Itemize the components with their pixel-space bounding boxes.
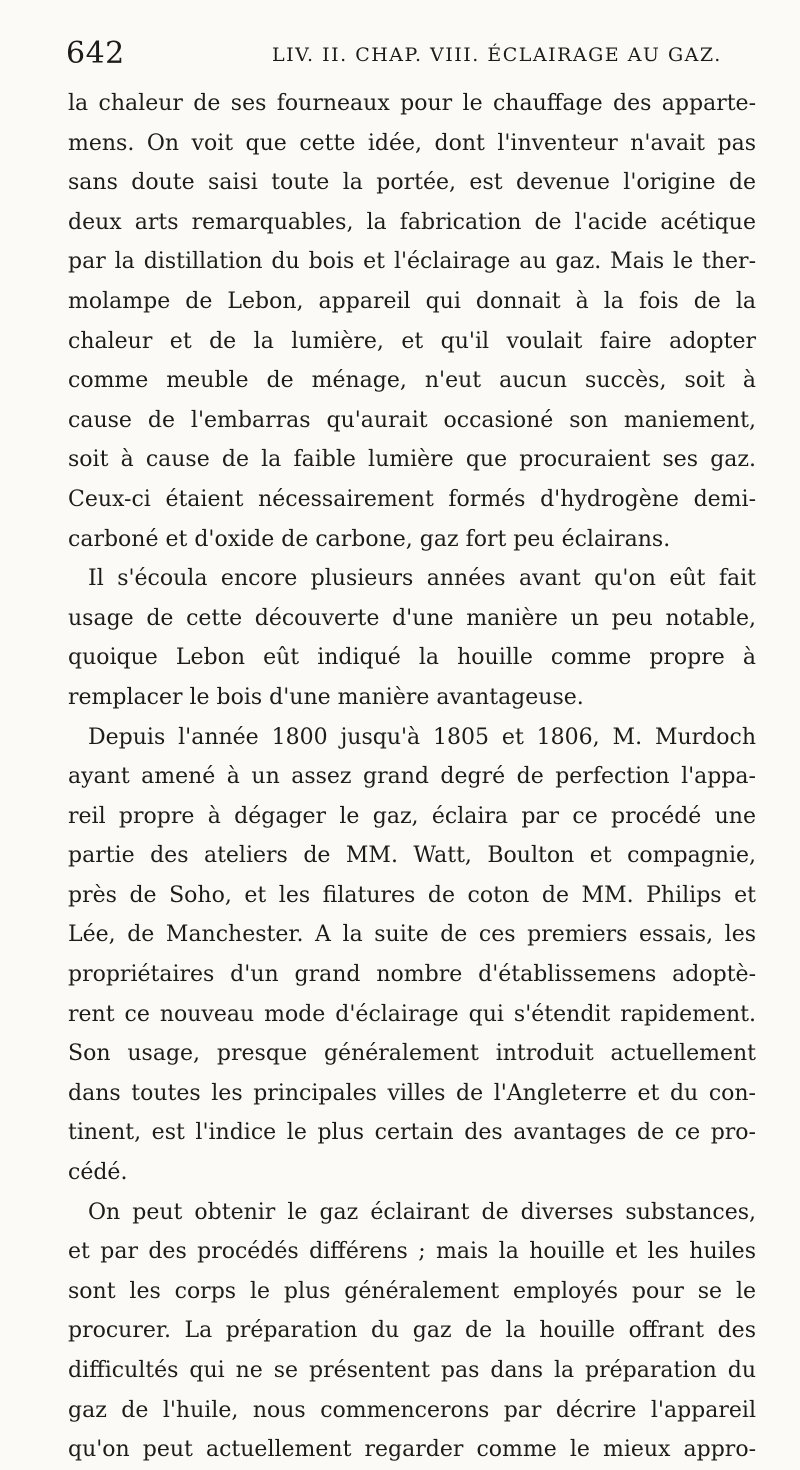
text-line: quoique Lebon eût indiqué la houille comme propre à	[68, 645, 756, 671]
text-line: près de Soho, et les filatures de coton de MM. Philips et	[68, 882, 756, 908]
page-number: 642	[66, 36, 125, 71]
text-line: deux arts remarquables, la fabrication de l'acide acétique	[68, 209, 756, 235]
text-line: cédé.	[68, 1160, 128, 1186]
text-line: sont les corps le plus généralement employés pour se le	[68, 1278, 756, 1304]
text-line: Depuis l'année 1800 jusqu'à 1805 et 1806, M. Murdoch	[88, 724, 756, 750]
text-line: reil propre à dégager le gaz, éclaira par ce procédé une	[68, 803, 756, 829]
text-line: mens. On voit que cette idée, dont l'inventeur n'avait pas	[68, 130, 756, 156]
text-line: la chaleur de ses fourneaux pour le chauffage des apparte-	[68, 91, 756, 116]
text-line: dans toutes les principales villes de l'Angleterre et du con-	[68, 1080, 756, 1106]
text-line: Ceux-ci étaient nécessairement formés d'hydrogène demi-	[68, 486, 756, 512]
running-head: LIV. II. CHAP. VIII. ÉCLAIRAGE AU GAZ.	[272, 44, 722, 66]
text-line: tinent, est l'indice le plus certain des avantages de ce pro-	[68, 1120, 756, 1146]
body-text	[68, 84, 756, 1470]
text-line: qu'on peut actuellement regarder comme le mieux appro-	[68, 1437, 756, 1463]
text-line: On peut obtenir le gaz éclairant de diverses substances,	[88, 1199, 756, 1225]
text-line: difficultés qui ne se présentent pas dans la préparation du	[68, 1358, 756, 1383]
text-line: cause de l'embarras qu'aurait occasioné son maniement,	[68, 407, 756, 433]
paragraph	[68, 718, 756, 1193]
text-line: partie des ateliers de MM. Watt, Boulton et compagnie,	[68, 843, 756, 869]
text-line: Lée, de Manchester. A la suite de ces premiers essais, les	[68, 922, 756, 948]
text-line: et par des procédés différens ; mais la houille et les huiles	[68, 1239, 756, 1265]
text-line: molampe de Lebon, appareil qui donnait à la fois de la	[68, 288, 756, 314]
text-line: usage de cette découverte d'une manière un peu notable,	[68, 605, 756, 631]
text-line: soit à cause de la faible lumière que procuraient ses gaz.	[68, 447, 756, 473]
text-line: Il s'écoula encore plusieurs années avant qu'on eût fait	[88, 566, 756, 592]
text-line: remplacer le bois d'une manière avantageuse.	[68, 684, 584, 710]
text-line: gaz de l'huile, nous commencerons par décrire l'appareil	[68, 1397, 756, 1423]
text-line: propriétaires d'un grand nombre d'établissemens adoptè-	[68, 962, 756, 988]
text-line: par la distillation du bois et l'éclairage au gaz. Mais le ther-	[68, 249, 756, 275]
paragraph	[68, 1193, 756, 1470]
text-line: sans doute saisi toute la portée, est devenue l'origine de	[68, 170, 756, 196]
text-line: carboné et d'oxide de carbone, gaz fort peu éclairans.	[68, 526, 671, 552]
text-line: Son usage, presque généralement introduit actuellement	[68, 1041, 756, 1067]
paragraph	[68, 84, 756, 559]
text-line: rent ce nouveau mode d'éclairage qui s'étendit rapidement.	[68, 1001, 756, 1027]
text-line: procurer. La préparation du gaz de la houille offrant des	[68, 1318, 756, 1344]
page-header	[66, 36, 756, 76]
text-line: chaleur et de la lumière, et qu'il voulait faire adopter	[68, 328, 756, 354]
text-line: ayant amené à un assez grand degré de perfection l'appa-	[68, 764, 756, 790]
paragraph	[68, 559, 756, 717]
text-line: comme meuble de ménage, n'eut aucun succès, soit à	[68, 368, 756, 394]
